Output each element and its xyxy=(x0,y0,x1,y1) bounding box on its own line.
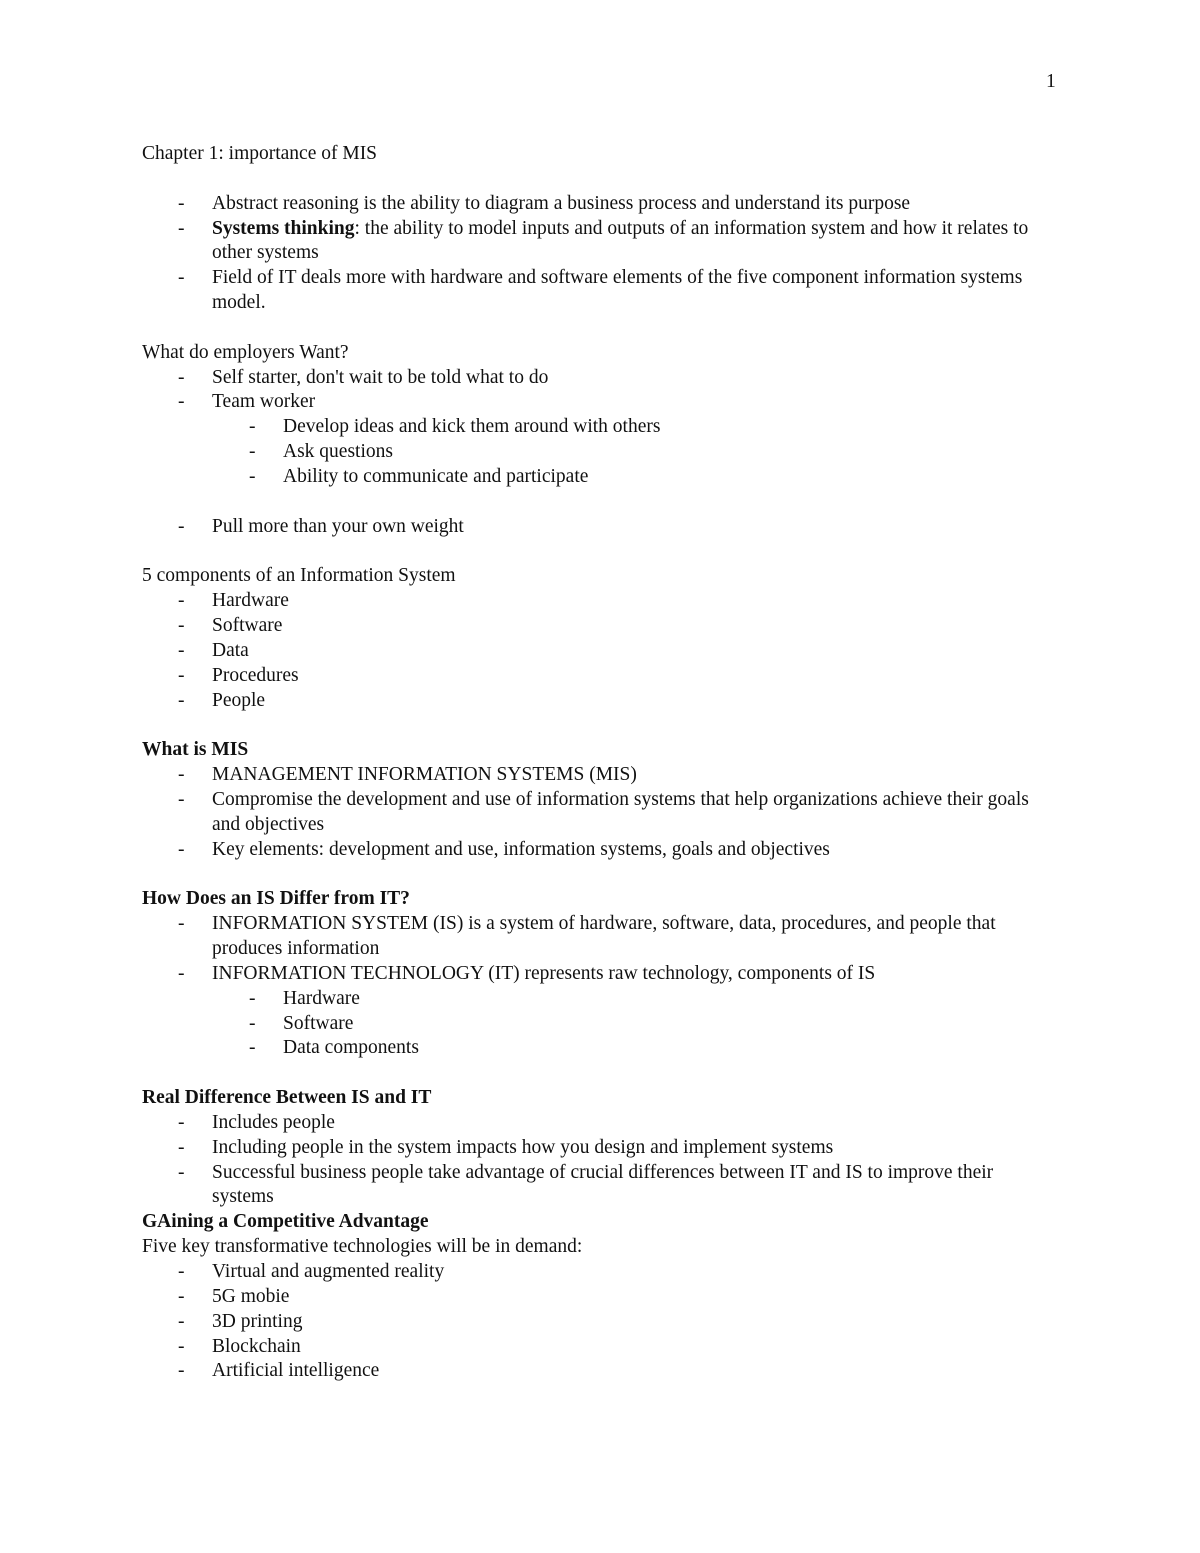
page-number: 1 xyxy=(1046,71,1056,92)
list-item xyxy=(142,962,1052,987)
list-item-text: Successful business people take advantage of crucial differences between IT and IS to improve their systems xyxy=(212,1161,994,1208)
list-item-text: INFORMATION SYSTEM (IS) is a system of hardware, software, data, procedures, and people that produces information xyxy=(212,913,996,959)
bullet-dash: - xyxy=(178,838,185,860)
heading-line: Chapter 1: importance of MIS xyxy=(142,143,378,164)
list-item xyxy=(142,614,1052,639)
list-item-text: Software xyxy=(212,615,283,637)
bullet-dash: - xyxy=(178,664,185,686)
blank-line xyxy=(142,1061,1052,1086)
list-item xyxy=(142,266,1052,316)
bullet-dash: - xyxy=(178,1260,185,1282)
bullet-dash: - xyxy=(178,639,185,661)
list-item xyxy=(142,1260,1052,1285)
sub-list-item xyxy=(142,1036,1052,1061)
bullet-dash: - xyxy=(178,1285,185,1307)
bullet-dash: - xyxy=(178,590,185,612)
list-item xyxy=(142,912,1052,962)
bullet-dash: - xyxy=(178,1161,185,1183)
list-item xyxy=(142,1359,1052,1384)
section-heading: How Does an IS Differ from IT? xyxy=(142,888,410,910)
list-item xyxy=(142,589,1052,614)
list-item xyxy=(142,838,1052,863)
bullet-dash: - xyxy=(178,366,185,388)
bullet-dash: - xyxy=(249,416,256,438)
heading-line: What do employers Want? xyxy=(142,341,349,363)
list-item-text: Compromise the development and use of information systems that help organizations achieve their goals and objectives xyxy=(212,788,1029,835)
bullet-dash: - xyxy=(178,1335,185,1357)
sub-list-item xyxy=(142,465,1052,490)
heading-line: Five key transformative technologies will be in demand: xyxy=(142,1236,583,1258)
list-item xyxy=(142,515,1052,540)
sub-list-item xyxy=(142,987,1052,1012)
blank-line xyxy=(142,316,1052,341)
list-item-text: 3D printing xyxy=(212,1310,303,1332)
list-item-text: INFORMATION TECHNOLOGY (IT) represents raw technology, components of IS xyxy=(212,962,876,984)
bullet-dash: - xyxy=(178,764,185,786)
list-item-text: Field of IT deals more with hardware and software elements of the five component information systems model. xyxy=(212,267,1023,314)
list-item-text: Ask questions xyxy=(283,441,393,463)
bullet-dash: - xyxy=(178,1136,185,1158)
bullet-dash: - xyxy=(249,1012,256,1034)
bullet-dash: - xyxy=(178,515,185,537)
list-item xyxy=(142,1335,1052,1360)
list-item-text: Data components xyxy=(283,1037,419,1059)
blank-line xyxy=(142,167,1052,192)
list-item-text: 5G mobie xyxy=(212,1285,290,1307)
bullet-dash: - xyxy=(178,391,185,413)
bullet-dash: - xyxy=(178,267,185,289)
list-item-text: Hardware xyxy=(283,987,360,1009)
blank-line xyxy=(142,490,1052,515)
sub-list-item xyxy=(142,440,1052,465)
bullet-dash: - xyxy=(249,987,256,1009)
list-item-text: Key elements: development and use, information systems, goals and objectives xyxy=(212,838,830,860)
bullet-dash: - xyxy=(249,441,256,463)
list-item-text: Procedures xyxy=(212,664,299,686)
list-item xyxy=(142,1136,1052,1161)
blank-line xyxy=(142,540,1052,565)
list-item xyxy=(142,664,1052,689)
list-item-text: Blockchain xyxy=(212,1335,301,1357)
list-item-text: People xyxy=(212,689,266,711)
section-heading: GAining a Competitive Advantage xyxy=(142,1211,429,1233)
list-item-text: Including people in the system impacts how you design and implement systems xyxy=(212,1136,834,1158)
list-item xyxy=(142,788,1052,838)
list-item xyxy=(142,1310,1052,1335)
bullet-dash: - xyxy=(249,1037,256,1059)
bullet-dash: - xyxy=(178,913,185,935)
blank-line xyxy=(142,713,1052,738)
heading-line: 5 components of an Information System xyxy=(142,565,456,587)
list-item-text: Develop ideas and kick them around with others xyxy=(283,416,661,438)
blank-line xyxy=(142,862,1052,887)
list-item-text: Software xyxy=(283,1012,354,1034)
bullet-dash: - xyxy=(249,465,256,487)
list-item-text: Pull more than your own weight xyxy=(212,515,464,537)
list-item xyxy=(142,366,1052,391)
bullet-dash: - xyxy=(178,192,185,214)
list-item xyxy=(142,1285,1052,1310)
list-item-text: Hardware xyxy=(212,590,289,612)
list-item-text: Abstract reasoning is the ability to diagram a business process and understand its purpose xyxy=(212,192,911,214)
section-heading: What is MIS xyxy=(142,739,249,761)
bullet-dash: - xyxy=(178,1310,185,1332)
section-heading: Real Difference Between IS and IT xyxy=(142,1087,432,1109)
list-item xyxy=(142,689,1052,714)
list-item xyxy=(142,217,1052,267)
bullet-dash: - xyxy=(178,689,185,711)
bullet-dash: - xyxy=(178,1111,185,1133)
list-item xyxy=(142,192,1052,217)
list-item-text: Ability to communicate and participate xyxy=(283,465,589,487)
list-item-text: MANAGEMENT INFORMATION SYSTEMS (MIS) xyxy=(212,764,637,786)
sub-list-item xyxy=(142,1012,1052,1037)
list-item-text: : the ability to model inputs and outputs of an information system and how it relates to other systems xyxy=(212,217,1029,264)
list-item-text: Team worker xyxy=(212,391,316,413)
list-item-text: Artificial intelligence xyxy=(212,1360,380,1382)
list-item-text: Includes people xyxy=(212,1111,335,1133)
list-item xyxy=(142,639,1052,664)
list-item xyxy=(142,1161,1052,1211)
document-body xyxy=(142,142,1052,1384)
list-item xyxy=(142,1111,1052,1136)
list-item-text: Virtual and augmented reality xyxy=(212,1260,445,1282)
sub-list-item xyxy=(142,415,1052,440)
bullet-dash: - xyxy=(178,217,185,239)
bullet-dash: - xyxy=(178,615,185,637)
list-item-text: Self starter, don't wait to be told what to do xyxy=(212,366,549,388)
term-bold: Systems thinking xyxy=(212,217,355,239)
list-item xyxy=(142,763,1052,788)
bullet-dash: - xyxy=(178,962,185,984)
list-item xyxy=(142,390,1052,415)
bullet-dash: - xyxy=(178,788,185,810)
bullet-dash: - xyxy=(178,1360,185,1382)
list-item-text: Data xyxy=(212,639,249,661)
